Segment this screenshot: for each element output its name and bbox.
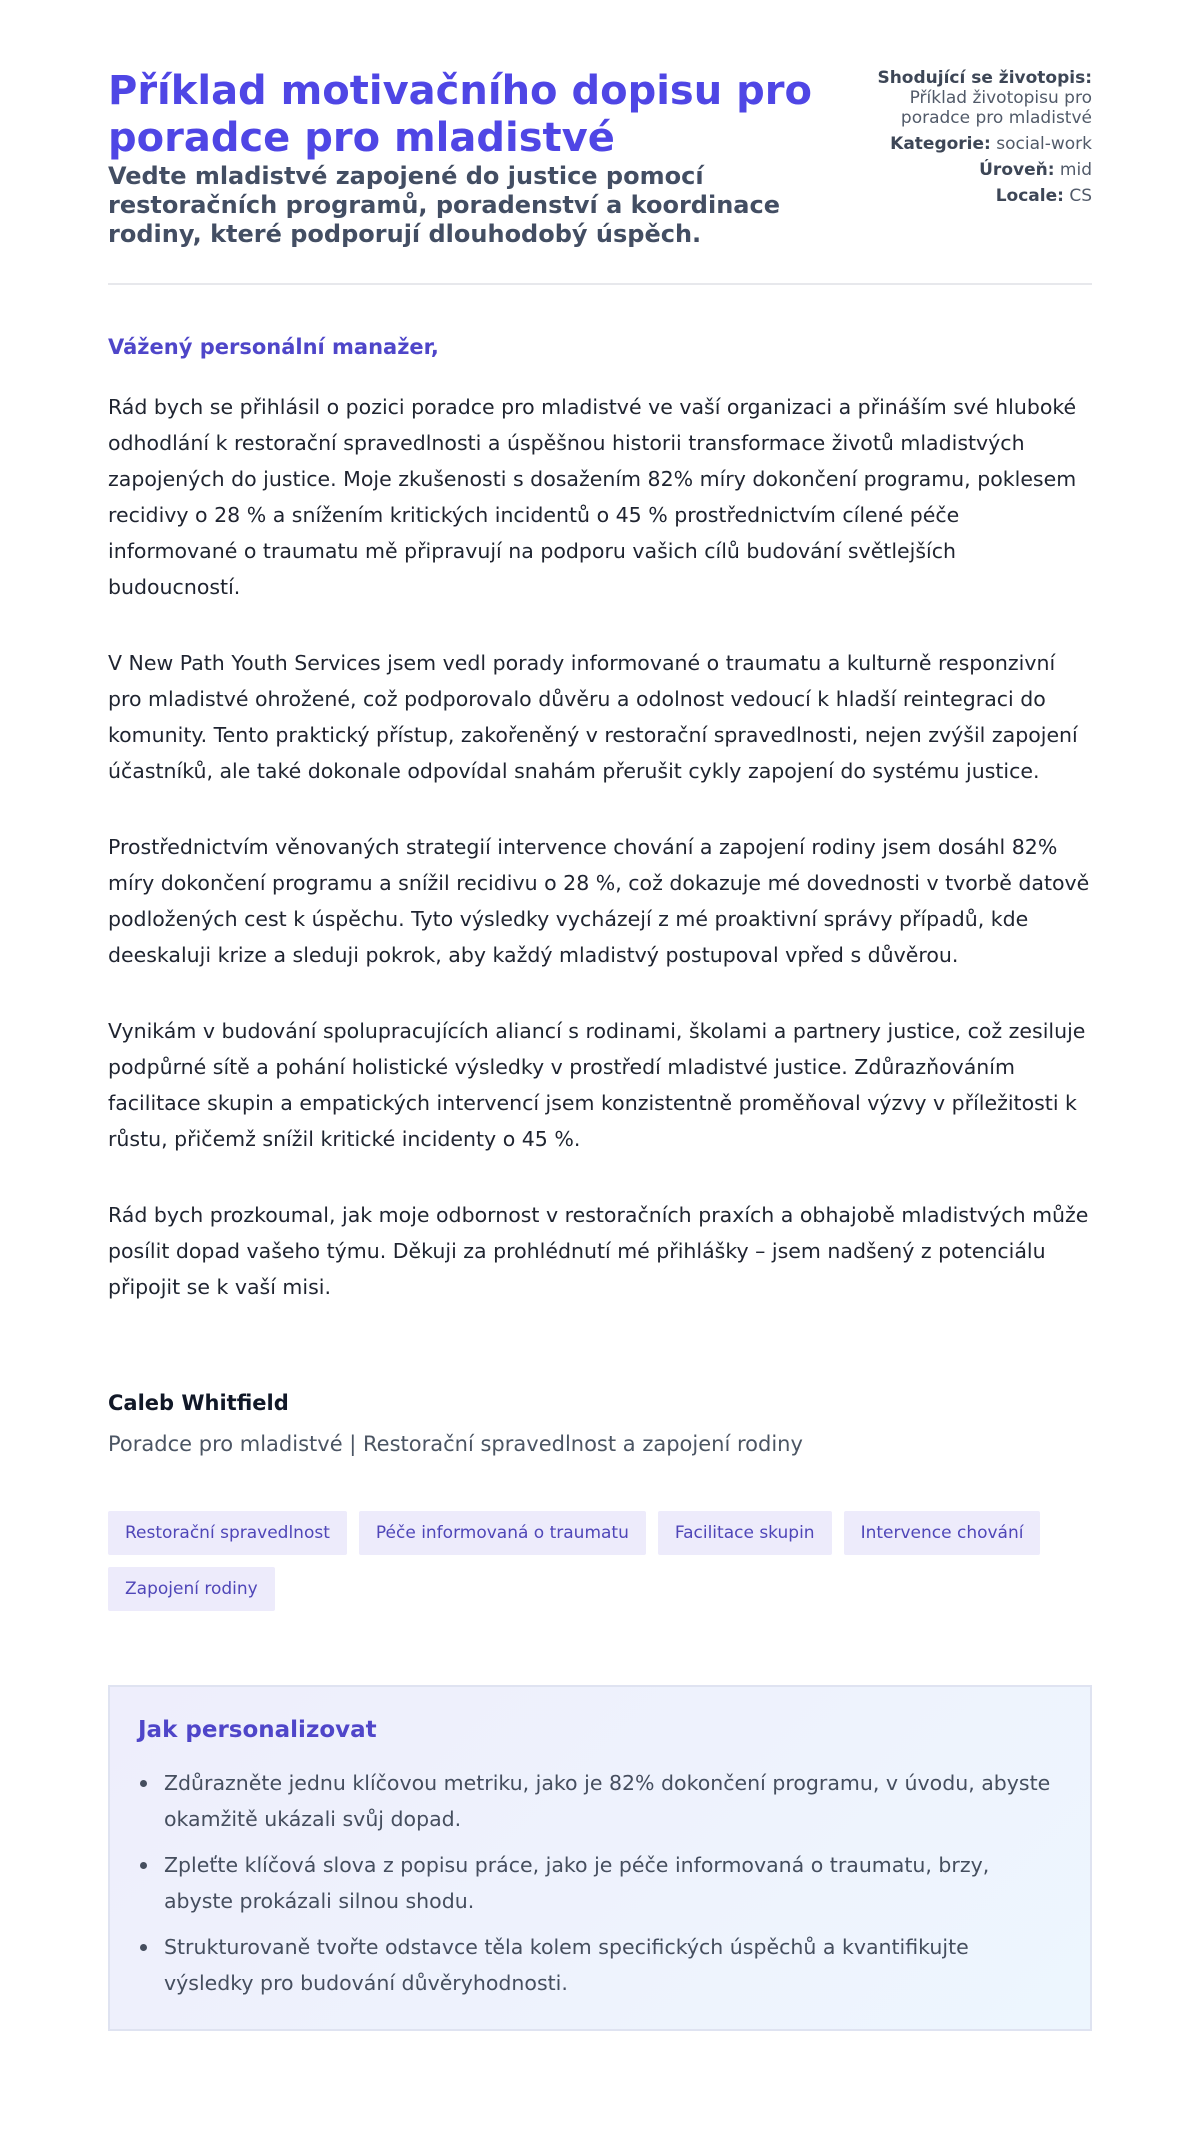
meta-locale-label: Locale: <box>995 186 1064 206</box>
header-title-block <box>108 68 828 249</box>
letter-paragraph: V New Path Youth Services jsem vedl porady informované o traumatu a kulturně responzivní pro mladistvé ohrožené, což podporovalo důvěru a odolnost vedoucí k hladší reintegraci do komunity. Tento praktický přístup, zakořeněný v restorační spravedlnosti, nejen zvýšil zapojení účastníků, ale také dokonale odpovídal snahám přerušit cykly zapojení do systému justice. <box>108 651 1078 783</box>
tips-item-text: Zdůrazněte jednu klíčovou metriku, jako je 82% dokončení programu, v úvodu, abyste okamžitě ukázali svůj dopad. <box>164 1771 1051 1831</box>
skill-tag-behavior-intervention[interactable]: Intervence chování <box>844 1511 1041 1555</box>
meta-level <box>852 160 1092 180</box>
page-title: Příklad motivačního dopisu pro poradce pro mladistvé <box>108 68 812 161</box>
meta-locale-value: CS <box>1069 186 1092 206</box>
skill-tag-family-engagement[interactable]: Zapojení rodiny <box>108 1567 275 1611</box>
letter-paragraph: Vynikám v budování spolupracujících aliancí s rodinami, školami a partnery justice, což zesiluje podpůrné sítě a pohání holistické výsledky v prostředí mladistvé justice. Zdůrazňováním facilitace skupin a empatických intervencí jsem konzistentně proměňoval výzvy v příležitosti k růstu, přičemž snížil kritické incidenty o 45 %. <box>108 1019 1086 1151</box>
meta-level-value: mid <box>1059 160 1092 180</box>
tips-list-item <box>138 1847 1062 1919</box>
skill-tags <box>108 1511 1092 1611</box>
tips-list <box>138 1765 1062 2001</box>
bullet-dot-icon <box>140 1862 147 1869</box>
bullet-dot-icon <box>140 1944 147 1951</box>
skill-tag-restorative-justice[interactable]: Restorační spravedlnost <box>108 1511 347 1555</box>
bullet-dot-icon <box>140 1780 147 1787</box>
meta-matching-resume-label: Shodující se životopis: <box>877 68 1092 88</box>
tips-title: Jak personalizovat <box>138 1717 377 1743</box>
page-header <box>108 68 1092 285</box>
tips-list-item <box>138 1929 1062 2001</box>
meta-matching-resume-link[interactable]: Příklad životopisu pro poradce pro mladistvé <box>900 88 1092 128</box>
meta-locale <box>852 186 1092 206</box>
signature-block <box>108 1389 1092 1459</box>
page-subtitle: Vedte mladistvé zapojené do justice pomocí restoračních programů, poradenství a koordinace rodiny, které podporují dlouhodobý úspěch. <box>108 162 780 248</box>
document-meta <box>852 68 1092 212</box>
letter-greeting: Vážený personální manažer, <box>108 335 439 359</box>
letter-paragraph: Prostřednictvím věnovaných strategií intervence chování a zapojení rodiny jsem dosáhl 82% míry dokončení programu a snížil recidivu o 28 %, což dokazuje mé dovednosti v tvorbě datově podložených cest k úspěchu. Tyto výsledky vycházejí z mé proaktivní správy případů, kde deeskaluji krize a sleduji pokrok, aby každý mladistvý postupoval vpřed s důvěrou. <box>108 835 1090 967</box>
meta-category-label: Kategorie: <box>890 134 991 154</box>
tips-list-item <box>138 1765 1062 1837</box>
letter-body <box>108 333 1092 1459</box>
signature-name: Caleb Whitfield <box>108 1391 289 1415</box>
letter-paragraph: Rád bych se přihlásil o pozici poradce pro mladistvé ve vaší organizaci a přináším své hluboké odhodlání k restorační spravedlnosti a úspěšnou historii transformace životů mladistvých zapojených do justice. Moje zkušenosti s dosažením 82% míry dokončení programu, poklesem recidivy o 28 % a snížením kritických incidentů o 45 % prostřednictvím cílené péče informované o traumatu mě připravují na podporu vašich cílů budování světlejších budoucností. <box>108 395 1077 599</box>
signature-title: Poradce pro mladistvé | Restorační spravedlnost a zapojení rodiny <box>108 1432 803 1456</box>
meta-level-label: Úroveň: <box>979 160 1055 180</box>
meta-matching-resume <box>852 68 1092 128</box>
tips-item-text: Zpleťte klíčová slova z popisu práce, jako je péče informovaná o traumatu, brzy, abyste prokázali silnou shodu. <box>164 1853 990 1913</box>
letter-paragraph: Rád bych prozkoumal, jak moje odbornost v restoračních praxích a obhajobě mladistvých může posílit dopad vašeho týmu. Děkuji za prohlédnutí mé přihlášky – jsem nadšený z potenciálu připojit se k vaší misi. <box>108 1203 1089 1299</box>
skill-tag-group-facilitation[interactable]: Facilitace skupin <box>658 1511 832 1555</box>
meta-category <box>852 134 1092 154</box>
skill-tag-trauma-informed-care[interactable]: Péče informovaná o traumatu <box>359 1511 646 1555</box>
personalization-tips-box <box>108 1685 1092 2031</box>
meta-category-value: social-work <box>996 134 1092 154</box>
tips-item-text: Strukturovaně tvořte odstavce těla kolem specifických úspěchů a kvantifikujte výsledky pro budování důvěryhodnosti. <box>164 1935 969 1995</box>
